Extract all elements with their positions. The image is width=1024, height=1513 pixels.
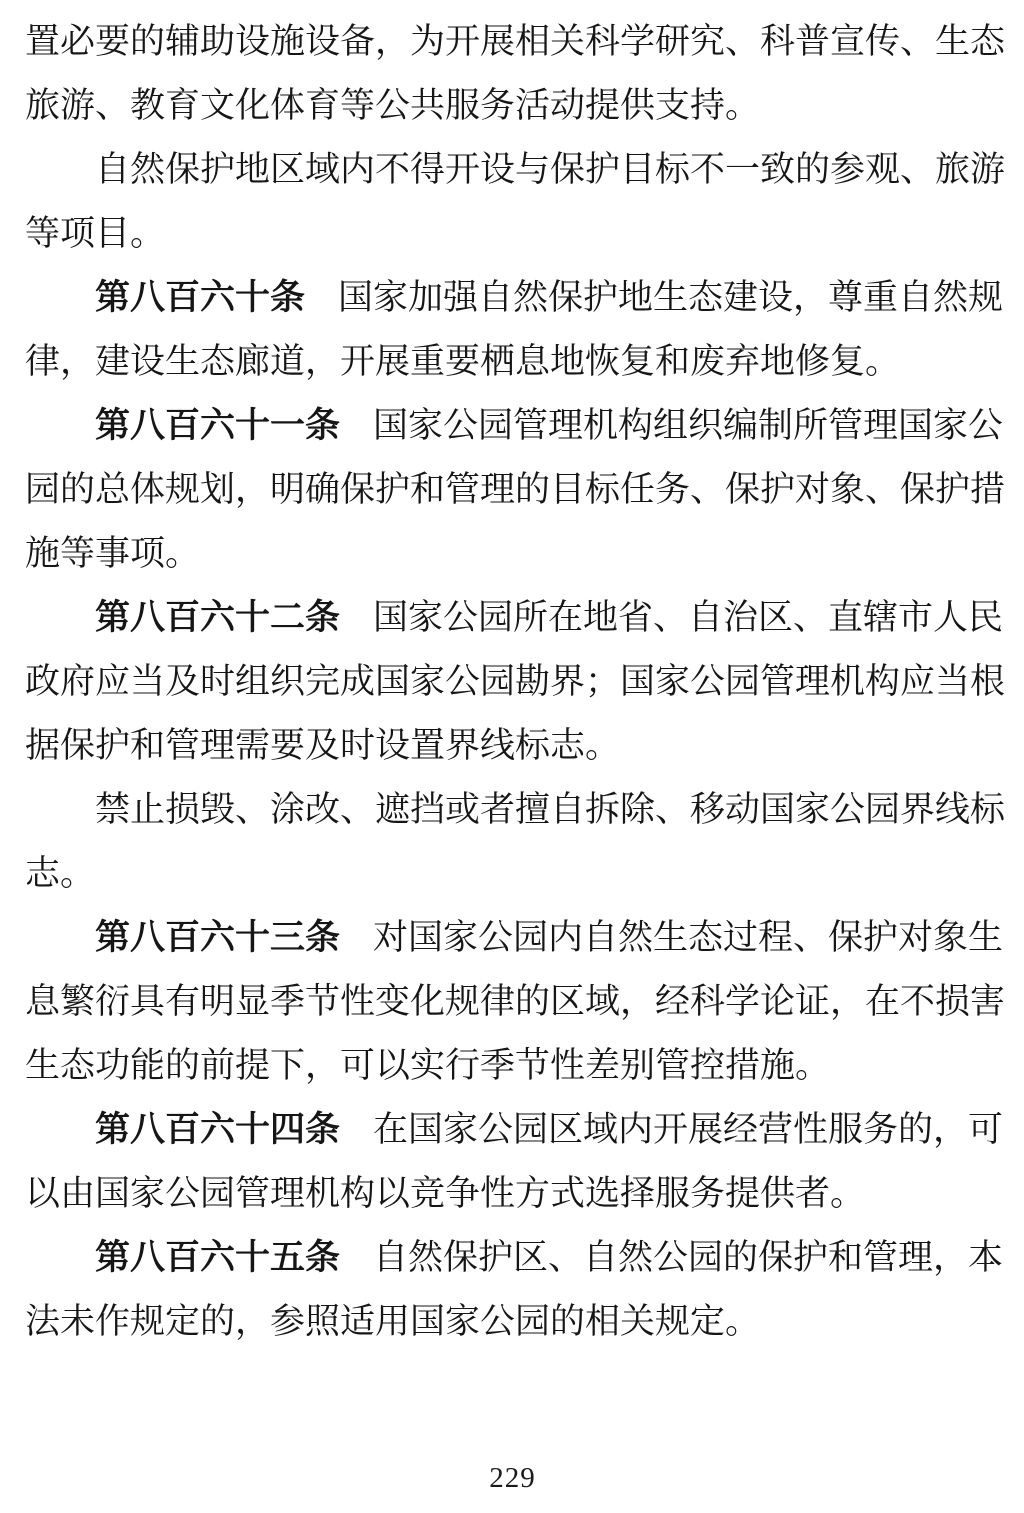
text-line: [25, 330, 1000, 394]
text-line: [25, 1162, 1000, 1226]
line-text: 志。: [25, 854, 96, 893]
line-text: 自然保护地区域内不得开设与保护目标不一致的参观、旅游: [95, 150, 1006, 189]
article-number: 第八百六十四条: [95, 1110, 341, 1149]
article-number: 第八百六十三条: [95, 918, 341, 957]
text-line: [25, 394, 1004, 458]
article-number: 第八百六十二条: [95, 598, 341, 637]
text-line: [25, 778, 1006, 842]
text-line: [25, 522, 1000, 586]
line-text: 政府应当及时组织完成国家公园勘界；国家公园管理机构应当根: [25, 662, 1006, 701]
line-text: 国家加强自然保护地生态建设，尊重自然规: [338, 278, 1004, 317]
text-line: [25, 10, 1006, 74]
line-text: 法未作规定的，参照适用国家公园的相关规定。: [25, 1302, 761, 1341]
text-line: [25, 842, 1000, 906]
line-text: 禁止损毁、涂改、遮挡或者擅自拆除、移动国家公园界线标: [95, 790, 1006, 829]
line-text: 对国家公园内自然生态过程、保护对象生: [373, 918, 1004, 957]
text-line: [25, 650, 1006, 714]
text-line: [25, 1098, 1004, 1162]
document-body: [25, 10, 1006, 1354]
line-text: 在国家公园区域内开展经营性服务的，可: [373, 1110, 1004, 1149]
line-text: 旅游、教育文化体育等公共服务活动提供支持。: [25, 86, 761, 125]
article-number: 第八百六十一条: [95, 406, 341, 445]
line-text: 据保护和管理需要及时设置界线标志。: [25, 726, 621, 765]
text-line: [25, 1290, 1000, 1354]
text-line: [25, 1226, 1004, 1290]
article-number: 第八百六十条: [95, 278, 306, 317]
line-text: 生态功能的前提下，可以实行季节性差别管控措施。: [25, 1046, 831, 1085]
text-line: [25, 586, 1004, 650]
text-line: [25, 74, 1000, 138]
text-line: [25, 202, 1000, 266]
line-text: 等项目。: [25, 214, 166, 253]
text-line: [25, 458, 1006, 522]
article-number: 第八百六十五条: [95, 1238, 341, 1277]
line-text: 息繁衍具有明显季节性变化规律的区域，经科学论证，在不损害: [25, 982, 1006, 1021]
text-line: [25, 714, 1000, 778]
text-line: [25, 266, 1004, 330]
text-line: [25, 138, 1006, 202]
line-text: 园的总体规划，明确保护和管理的目标任务、保护对象、保护措: [25, 470, 1006, 509]
line-text: 国家公园管理机构组织编制所管理国家公: [373, 406, 1004, 445]
text-line: [25, 906, 1004, 970]
text-line: [25, 1034, 1000, 1098]
line-text: 自然保护区、自然公园的保护和管理，本: [373, 1238, 1004, 1277]
line-text: 置必要的辅助设施设备，为开展相关科学研究、科普宣传、生态: [25, 22, 1006, 61]
line-text: 律，建设生态廊道，开展重要栖息地恢复和废弃地修复。: [25, 342, 901, 381]
line-text: 施等事项。: [25, 534, 201, 573]
text-line: [25, 970, 1006, 1034]
page-number: 229: [489, 1462, 536, 1494]
line-text: 以由国家公园管理机构以竞争性方式选择服务提供者。: [25, 1174, 866, 1213]
line-text: 国家公园所在地省、自治区、直辖市人民: [373, 598, 1004, 637]
